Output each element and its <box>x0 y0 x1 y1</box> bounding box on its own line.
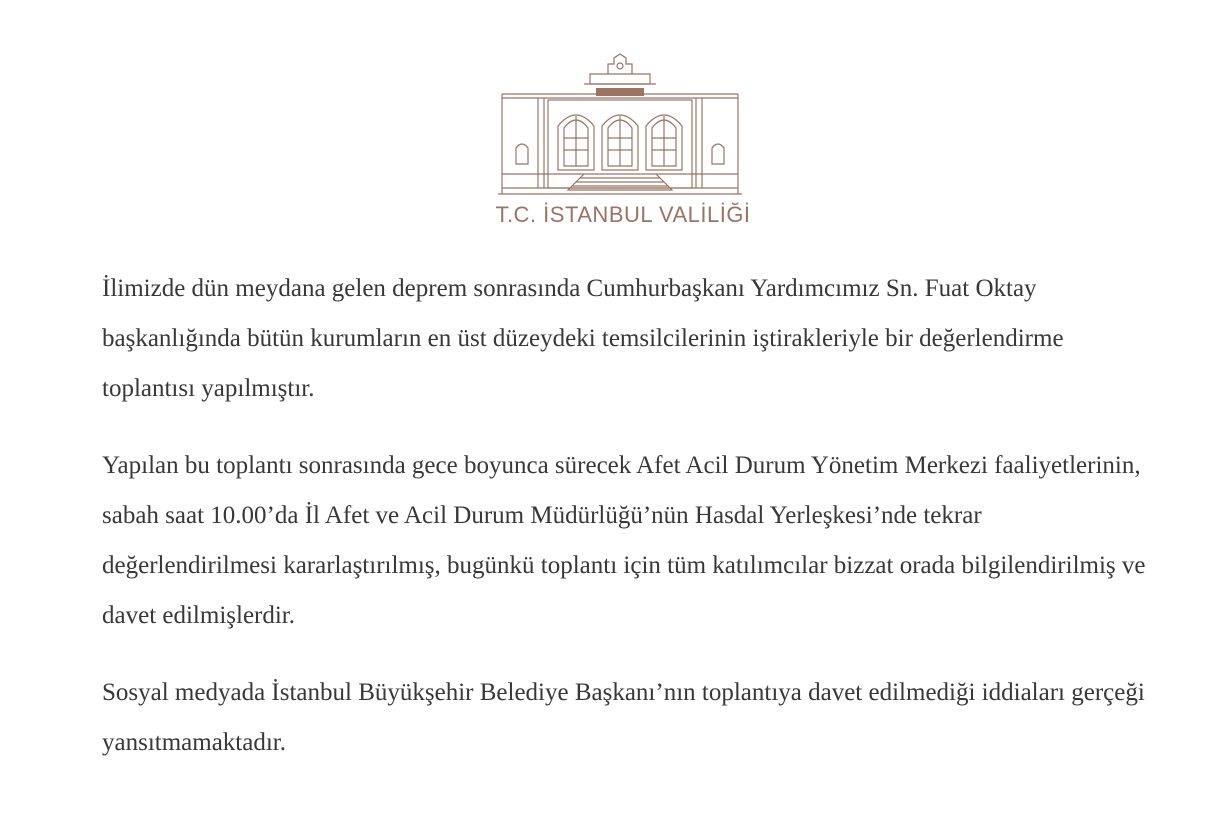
logo-caption: T.C. İSTANBUL VALİLİĞİ <box>495 202 751 227</box>
building-facade-icon <box>480 42 766 202</box>
paragraph-2: Yapılan bu toplantı sonrasında gece boyunca sürecek Afet Acil Durum Yönetim Merkezi faaliyetlerinin, sabah saat 10.00’da İl Afet ve Acil Durum Müdürlüğü’nün Hasdal Yerleşkesi’nde tekrar değerlendirilmesi kararlaştırılmış, bugünkü toplantı için tüm katılımcılar bizzat orada bilgilendirilmiş ve davet edilmişlerdir. <box>102 452 1146 629</box>
governorship-logo <box>480 42 766 242</box>
paragraph-1: İlimizde dün meydana gelen deprem sonrasında Cumhurbaşkanı Yardımcımız Sn. Fuat Oktay başkanlığında bütün kurumların en üst düzeydeki temsilcilerinin iştirakleriyle bir değerlendirme toplantısı yapılmıştır. <box>102 275 1064 402</box>
statement-body <box>102 264 1162 795</box>
paragraph-3: Sosyal medyada İstanbul Büyükşehir Belediye Başkanı’nın toplantıya davet edilmediği iddiaları gerçeği yansıtmamaktadır. <box>102 679 1145 756</box>
